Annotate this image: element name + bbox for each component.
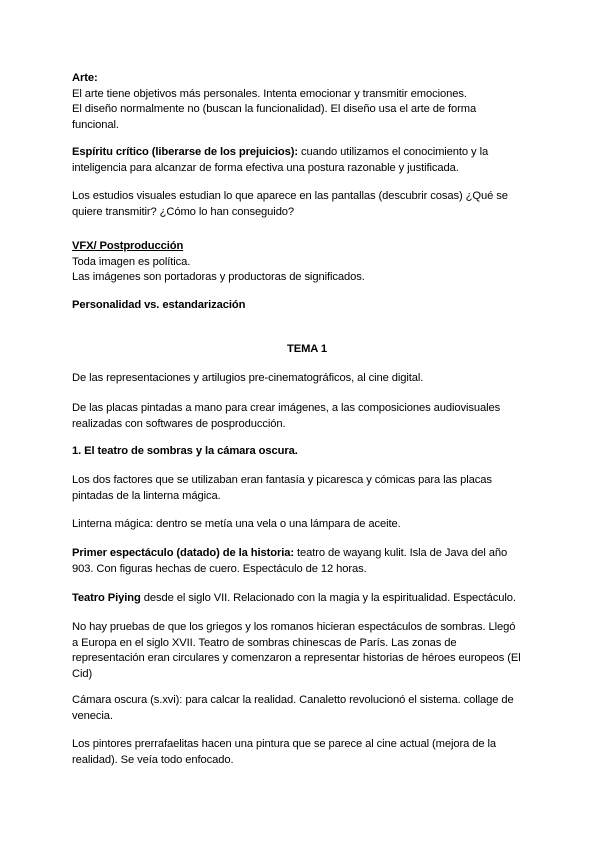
arte-line-2: El diseño normalmente no (buscan la funcionalidad). El diseño usa el arte de forma xyxy=(72,103,477,116)
piying-paragraph xyxy=(72,591,542,607)
linterna-paragraph xyxy=(72,517,542,533)
espiritu-term: Espíritu crítico (liberarse de los prejuicios): xyxy=(72,146,298,158)
arte-line-3: funcional. xyxy=(72,118,119,131)
factores-line-2: pintadas de la linterna mágica. xyxy=(72,489,221,502)
tema-title-block xyxy=(72,342,542,358)
piying-term: Teatro Piying xyxy=(72,592,141,604)
espiritu-paragraph xyxy=(72,145,542,176)
personalidad-heading: Personalidad vs. estandarización xyxy=(72,299,246,311)
vfx-paragraph xyxy=(72,239,542,286)
pintores-paragraph xyxy=(72,737,542,768)
section-1-heading-block xyxy=(72,444,542,460)
griegos-line-4: Cid) xyxy=(72,667,93,680)
section-1-heading: 1. El teatro de sombras y la cámara oscura. xyxy=(72,445,298,457)
linterna-line: Linterna mágica: dentro se metía una vela o una lámpara de aceite. xyxy=(72,518,401,530)
arte-heading: Arte: xyxy=(72,72,98,84)
factores-paragraph xyxy=(72,473,542,504)
vfx-line-1: Toda imagen es política. xyxy=(72,255,191,268)
intro-2-line-1: De las placas pintadas a mano para crear imágenes, a las composiciones audiovisuales xyxy=(72,402,501,414)
vfx-heading: VFX/ Postproducción xyxy=(72,240,184,252)
camara-line-2: venecia. xyxy=(72,709,113,722)
personalidad-paragraph xyxy=(72,298,542,314)
camara-paragraph xyxy=(72,693,542,724)
primer-term: Primer espectáculo (datado) de la historia: xyxy=(72,547,294,559)
primer-paragraph xyxy=(72,546,542,577)
tema-title: TEMA 1 xyxy=(286,343,327,355)
estudios-line-1: Los estudios visuales estudian lo que aparece en las pantallas (descubrir cosas) ¿Qué se xyxy=(72,190,508,202)
griegos-line-3: representación eran circulares y comenzaron a representar historias de héroes europeos (El xyxy=(72,652,521,665)
griegos-line-2: a Europa en el siglo XVII. Teatro de sombras chinescas de París. Las zonas de xyxy=(72,636,457,649)
pintores-line-2: realidad). Se veía todo enfocado. xyxy=(72,753,234,766)
intro-paragraph-2 xyxy=(72,401,542,432)
factores-line-1: Los dos factores que se utilizaban eran fantasía y picaresca y cómicas para las placas xyxy=(72,474,492,486)
intro-2-line-2: realizadas con softwares de posproducción. xyxy=(72,417,286,430)
primer-line-2: 903. Con figuras hechas de cuero. Espectáculo de 12 horas. xyxy=(72,562,367,575)
espiritu-line-2: inteligencia para alcanzar de forma efectiva una postura razonable y justificada. xyxy=(72,161,459,174)
estudios-line-2: quiere transmitir? ¿Cómo lo han conseguido? xyxy=(72,205,295,218)
intro-paragraph-1 xyxy=(72,371,542,387)
primer-line-1: teatro de wayang kulit. Isla de Java del año xyxy=(294,547,508,559)
griegos-line-1: No hay pruebas de que los griegos y los romanos hicieran espectáculos de sombras. Llegó xyxy=(72,621,516,633)
griegos-paragraph xyxy=(72,620,542,682)
vfx-line-2: Las imágenes son portadoras y productoras de significados. xyxy=(72,271,365,284)
intro-1-line: De las representaciones y artilugios pre-cinematográficos, al cine digital. xyxy=(72,372,424,384)
espiritu-line-1: cuando utilizamos el conocimiento y la xyxy=(297,146,489,158)
camara-line-1: Cámara oscura (s.xvi): para calcar la realidad. Canaletto revolucionó el sistema. collage de xyxy=(72,694,514,706)
estudios-paragraph xyxy=(72,189,542,220)
arte-line-1: El arte tiene objetivos más personales. Intenta emocionar y transmitir emociones. xyxy=(72,87,467,100)
arte-paragraph xyxy=(72,71,542,133)
pintores-line-1: Los pintores prerrafaelitas hacen una pintura que se parece al cine actual (mejora de la xyxy=(72,738,497,750)
piying-line: desde el siglo VII. Relacionado con la magia y la espiritualidad. Espectáculo. xyxy=(140,592,516,604)
